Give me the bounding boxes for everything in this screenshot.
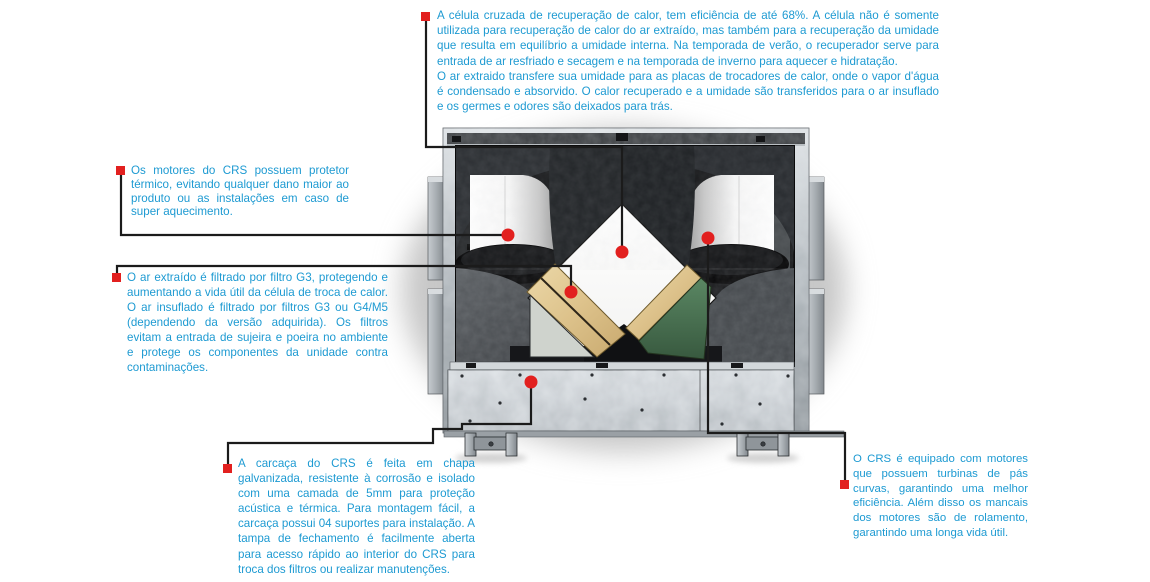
duct-flange-left-bottom bbox=[428, 289, 445, 394]
callout-heat-cell bbox=[437, 8, 939, 114]
callout-heat-cell-paragraph-2: O ar extraido transfere sua umidade para as placas de trocadores de calor, onde o vapor d'água é condensado e absorvido. O calor recuperado e a umidade são transferidos para o ar insuflado e os germes e odores são deixados para trás. bbox=[437, 69, 939, 114]
callout-target-dot bbox=[702, 232, 715, 245]
duct-flange-left-top bbox=[428, 177, 445, 280]
callout-target-dot bbox=[565, 286, 578, 299]
callout-target-dot bbox=[525, 376, 538, 389]
callout-target-dot bbox=[502, 229, 515, 242]
callout-motor-protection bbox=[131, 164, 349, 219]
callout-casing-text: A carcaça do CRS é feita em chapa galvanizada, resistente à corrosão e isolado com uma camada de 5mm para proteção acústica e térmica. Para montagem fácil, a carcaça possui 04 suportes para instalação. A tampa de fechamento é facilmente aberta para acesso rápido ao interior do CRS para troca dos filtros ou realizar manutenções. bbox=[238, 457, 475, 576]
callout-filters bbox=[127, 270, 388, 375]
galvanized-bottom-panel bbox=[448, 362, 794, 431]
duct-flange-right-top bbox=[807, 177, 824, 280]
callout-target-dot bbox=[616, 246, 629, 259]
callout-heat-cell-paragraph-1: A célula cruzada de recuperação de calor, tem eficiência de até 68%. A célula não é somente utilizada para recuperação de calor do ar extraído, mas também para a recuperação da umidade que resulta em equilíbrio a umidade interna. Na temporada de verão, o recuperador serve para entrada de ar resfriado e secagem e na temporada de inverno para aquecer e hidratação. bbox=[437, 9, 939, 68]
duct-flange-right-bottom bbox=[807, 289, 824, 394]
callout-motors-text: O CRS é equipado com motores que possuem turbinas de pás curvas, garantindo uma melhor eficiência. Além disso os mancais dos motores são de rolamento, garantindo uma longa vida útil. bbox=[853, 453, 1028, 539]
callout-filters-text: O ar extraído é filtrado por filtro G3, protegendo e aumentando a vida útil da célula de troca de calor. O ar insuflado é filtrado por filtros G3 ou G4/M5 (dependendo da versão adquirida). Os filtros evitam a entrada de sujeira e poeira no ambiente e protege os componentes da unidade contra contaminações. bbox=[127, 271, 388, 374]
unit-interior bbox=[455, 146, 794, 392]
callout-motors bbox=[853, 452, 1028, 541]
callout-motor-protection-text: Os motores do CRS possuem protetor térmico, evitando qualquer dano maior ao produto ou as instalações em caso de super aquecimento. bbox=[131, 164, 349, 219]
callout-casing bbox=[238, 456, 475, 577]
callout-anchor-square bbox=[112, 273, 121, 282]
callout-anchor-square bbox=[116, 166, 125, 175]
callout-anchor-square bbox=[421, 12, 430, 21]
callout-anchor-square bbox=[840, 480, 849, 489]
callout-anchor-square bbox=[223, 464, 232, 473]
